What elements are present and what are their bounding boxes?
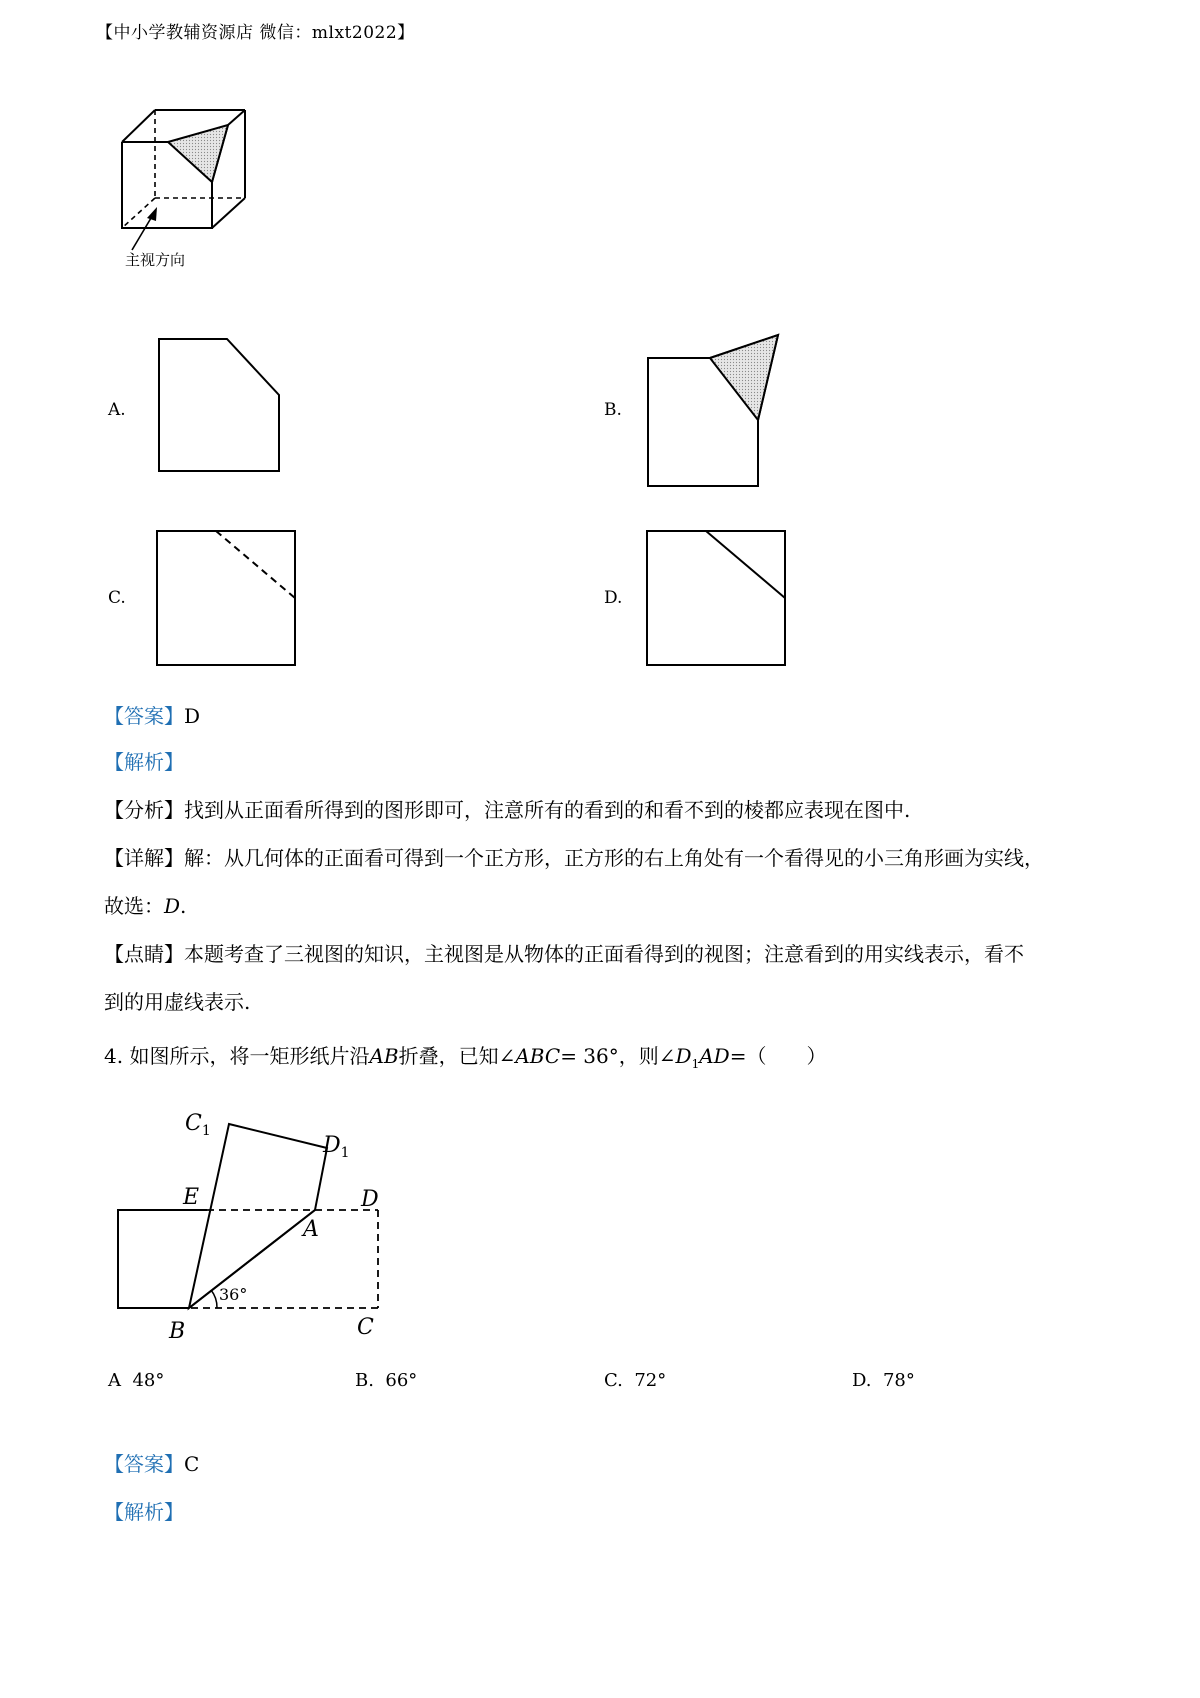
choice-b-label: B. — [355, 1370, 374, 1391]
answer-tag: 【答案】 — [104, 704, 184, 728]
choice-a-label: A — [108, 1370, 121, 1391]
rect-left-part — [118, 1210, 207, 1308]
angle-label: 36° — [219, 1285, 248, 1304]
q4-stem-ad: AD — [699, 1044, 730, 1068]
dianjing-tag: 【点睛】 — [104, 942, 184, 966]
q4-stem — [104, 1042, 826, 1078]
q3-dianjing-line2: 到的用虚线表示. — [104, 990, 251, 1014]
answer-value: D — [184, 704, 201, 728]
analysis-tag: 【解析】 — [104, 750, 184, 774]
fenxi-tag: 【分析】 — [104, 798, 184, 822]
q3-xiangjie-line2 — [104, 892, 186, 920]
q4-stem-d1-sub: 1 — [691, 1057, 700, 1071]
q4-stem-a: 如图所示，将一矩形纸片沿 — [129, 1044, 370, 1068]
q4-stem-ab: AB — [369, 1044, 399, 1068]
q4-analysis-tag: 【解析】 — [104, 1500, 184, 1524]
label-d: D — [361, 1187, 379, 1212]
cut-triangle — [168, 125, 228, 182]
q3-analysis-heading — [104, 748, 184, 776]
xiangjie-line2-var: D — [164, 894, 181, 918]
option-a-figure — [155, 335, 285, 480]
q4-answer-tag: 【答案】 — [104, 1452, 184, 1476]
choice-b-value: 66° — [385, 1370, 418, 1391]
cube-figure — [110, 100, 270, 280]
label-a: A — [303, 1217, 319, 1242]
page-header: 【中小学教辅资源店 微信：mlxt2022】 — [96, 23, 415, 43]
choice-c-value: 72° — [634, 1370, 667, 1391]
xiangjie-tag: 【详解】 — [104, 846, 184, 870]
q4-stem-d: =（ ） — [729, 1044, 827, 1068]
choice-c — [604, 1370, 666, 1391]
option-c-label: C. — [108, 588, 126, 608]
q4-answer — [104, 1450, 199, 1478]
original-outline-dashed — [189, 1210, 378, 1308]
xiangjie-line2-suffix: . — [180, 894, 187, 918]
q4-number: 4. — [104, 1044, 124, 1068]
choice-b — [355, 1370, 417, 1391]
choice-d — [852, 1370, 915, 1391]
xiangjie-line2-prefix: 故选： — [104, 894, 164, 918]
dianjing-text: 本题考查了三视图的知识，主视图是从物体的正面看得到的视图；注意看到的用实线表示，看不 — [184, 942, 1024, 966]
label-c1: $C_1$ — [185, 1111, 211, 1139]
q3-fenxi — [104, 796, 910, 824]
q4-stem-b: 折叠，已知∠ — [398, 1044, 516, 1068]
option-c-figure — [154, 528, 299, 668]
q3-dianjing-line1 — [104, 940, 1024, 968]
q4-stem-abc: ABC — [515, 1044, 561, 1068]
q3-xiangjie-line1 — [104, 844, 1044, 872]
fold-figure — [105, 1100, 425, 1350]
choice-d-label: D. — [852, 1370, 872, 1391]
choice-d-value: 78° — [882, 1370, 915, 1391]
q3-answer — [104, 702, 200, 730]
view-direction-caption: 主视方向 — [125, 251, 186, 269]
q4-stem-c: = 36°，则∠ — [560, 1044, 676, 1068]
label-c: C — [357, 1315, 374, 1340]
option-d-figure — [644, 528, 789, 668]
option-b-figure — [645, 328, 805, 488]
choice-c-label: C. — [604, 1370, 623, 1391]
q4-analysis-heading — [104, 1498, 184, 1526]
label-e: E — [183, 1185, 200, 1210]
xiangjie-text: 解：从几何体的正面看可得到一个正方形，正方形的右上角处有一个看得见的小三角形画为实线， — [184, 846, 1044, 870]
q4-answer-value: C — [184, 1452, 200, 1476]
label-d1: $D_1$ — [323, 1133, 350, 1161]
option-a-label: A. — [108, 400, 126, 420]
q4-stem-d1: D — [675, 1044, 692, 1068]
label-b: B — [169, 1319, 186, 1344]
choice-a — [108, 1370, 164, 1391]
option-d-label: D. — [604, 588, 623, 608]
angle-arc — [211, 1290, 217, 1308]
option-b-label: B. — [604, 400, 622, 420]
choice-a-value: 48° — [132, 1370, 165, 1391]
fenxi-text: 找到从正面看所得到的图形即可，注意所有的看到的和看不到的棱都应表现在图中. — [184, 798, 911, 822]
